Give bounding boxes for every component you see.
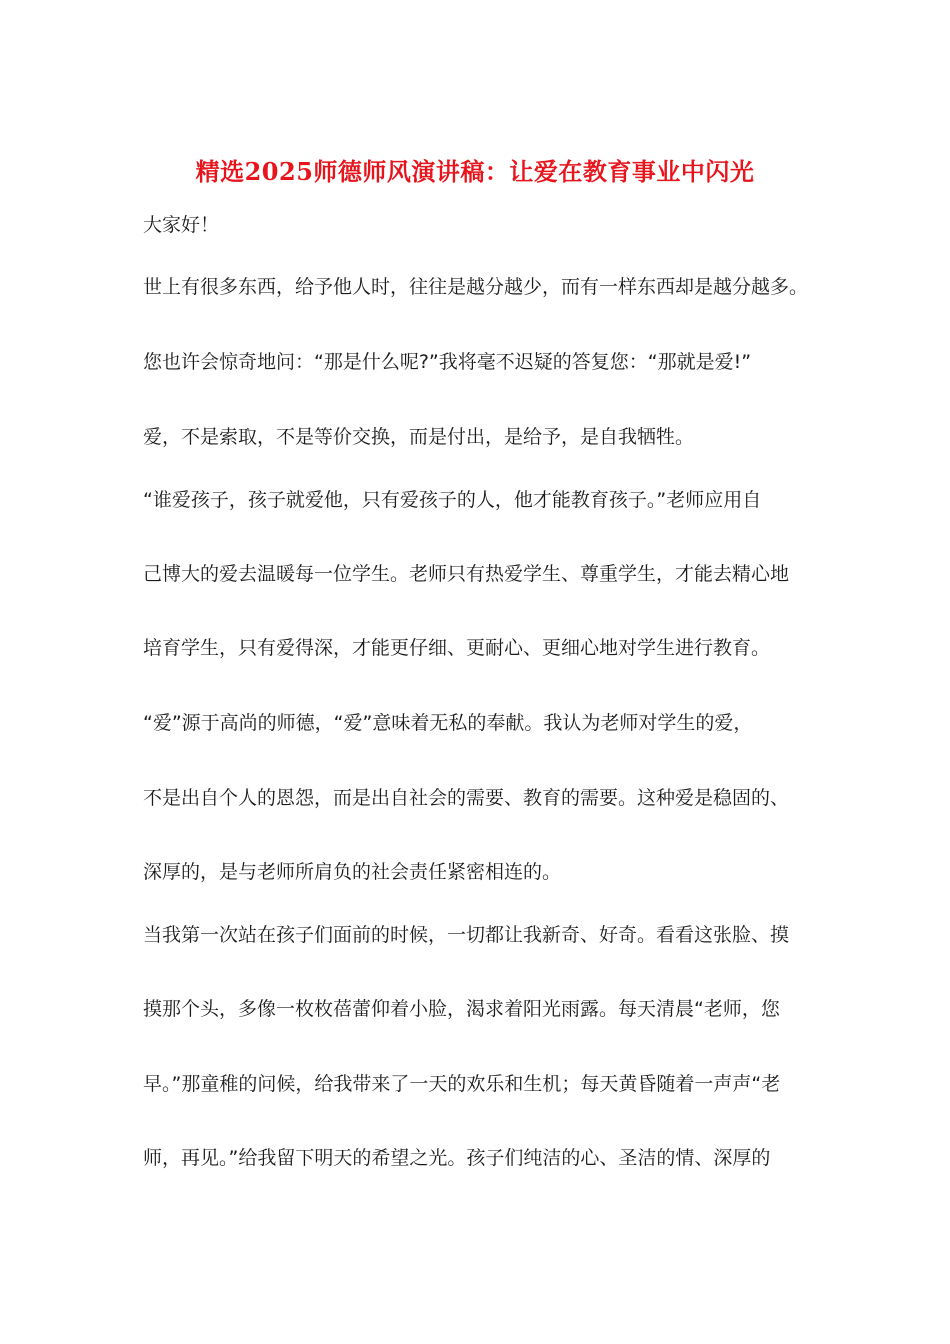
document-title: 精选2025师德师风演讲稿：让爱在教育事业中闪光 — [195, 157, 755, 186]
paragraph-line: 世上有很多东西，给予他人时，往往是越分越少，而有一样东西却是越分越多。 — [143, 276, 809, 298]
paragraph-line: “爱”源于高尚的师德，“爱”意味着无私的奉献。我认为老师对学生的爱， — [143, 712, 753, 734]
paragraph-line: 摸那个头，多像一枚枚蓓蕾仰着小脸，渴求着阳光雨露。每天清晨“老师，您 — [143, 998, 780, 1020]
paragraph-line: “谁爱孩子，孩子就爱他，只有爱孩子的人，他才能教育孩子。”老师应用自 — [143, 489, 762, 511]
paragraph-line: 不是出自个人的恩怨，而是出自社会的需要、教育的需要。这种爱是稳固的、 — [143, 787, 790, 809]
paragraph-line: 早。”那童稚的问候，给我带来了一天的欢乐和生机；每天黄昏随着一声声“老 — [143, 1073, 781, 1095]
paragraph-line: 您也许会惊奇地问：“那是什么呢?”我将毫不迟疑的答复您：“那就是爱!” — [143, 351, 752, 373]
paragraph-line: 深厚的，是与老师所肩负的社会责任紧密相连的。 — [143, 861, 562, 883]
paragraph-line: 己博大的爱去温暖每一位学生。老师只有热爱学生、尊重学生，才能去精心地 — [143, 563, 790, 585]
paragraph-line: 当我第一次站在孩子们面前的时候，一切都让我新奇、好奇。看看这张脸、摸 — [143, 924, 790, 946]
greeting-line: 大家好！ — [143, 214, 220, 236]
paragraph-line: 培育学生，只有爱得深，才能更仔细、更耐心、更细心地对学生进行教育。 — [143, 637, 771, 659]
paragraph-line: 师，再见。”给我留下明天的希望之光。孩子们纯洁的心、圣洁的情、深厚的 — [143, 1147, 771, 1169]
paragraph-line: 爱，不是索取，不是等价交换，而是付出，是给予，是自我牺牲。 — [143, 426, 695, 448]
